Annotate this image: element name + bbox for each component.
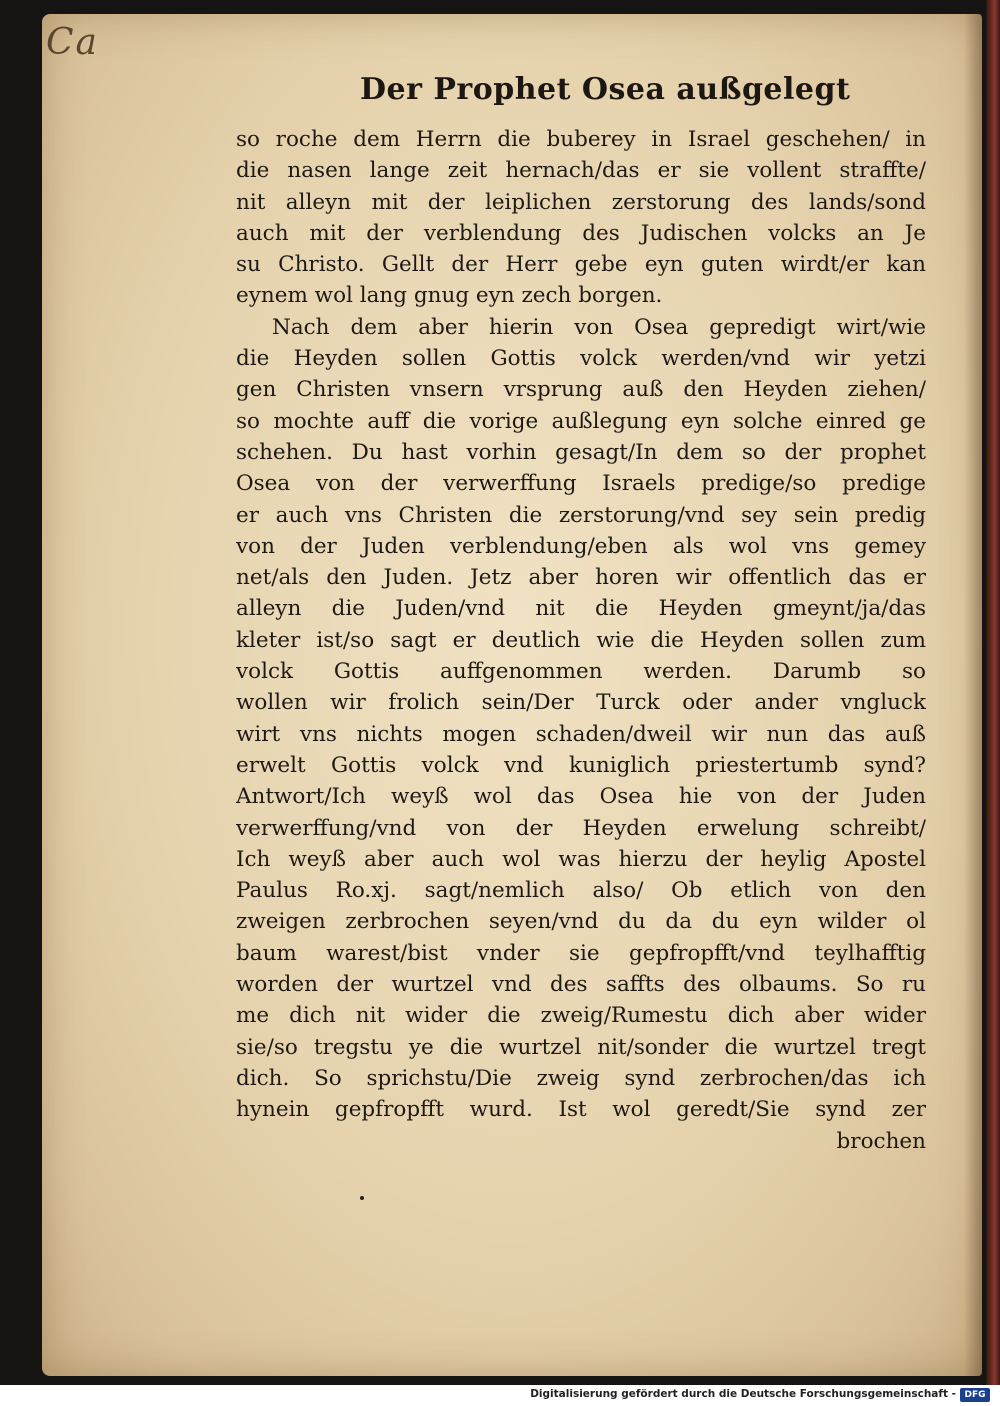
book-binding-edge bbox=[986, 0, 1000, 1385]
text-line: die nasen lange zeit hernach/das er sie vollent straffte/ bbox=[236, 158, 926, 184]
dfg-logo: DFG bbox=[960, 1388, 990, 1402]
text-line: brochen bbox=[836, 1128, 926, 1154]
text-line: zweigen zerbrochen seyen/vnd du da du eyn wilder ol bbox=[236, 909, 926, 935]
text-line: eynem wol lang gnug eyn zech borgen. bbox=[236, 283, 663, 309]
text-line: er auch vns Christen die zerstorung/vnd sey sein predig bbox=[236, 502, 926, 528]
text-line: worden der wurtzel vnd des saffts des olbaums. So ru bbox=[236, 972, 926, 998]
text-line: su Christo. Gellt der Herr gebe eyn guten wirdt/er kan bbox=[236, 252, 926, 278]
running-head: Der Prophet Osea außgelegt bbox=[360, 72, 851, 107]
text-line: kleter ist/so sagt er deutlich wie die Heyden sollen zum bbox=[236, 627, 926, 653]
body-text bbox=[236, 124, 926, 1157]
text-line: die Heyden sollen Gottis volck werden/vnd wir yetzi bbox=[236, 346, 926, 372]
text-line: gen Christen vnsern vrsprung auß den Heyden ziehen/ bbox=[236, 377, 926, 403]
text-line: auch mit der verblendung des Judischen volcks an Je bbox=[236, 220, 926, 246]
text-line: verwerffung/vnd von der Heyden erwelung schreibt/ bbox=[236, 815, 926, 841]
text-line: wirt vns nichts mogen schaden/dweil wir nun das auß bbox=[236, 721, 926, 747]
footer-bar bbox=[0, 1385, 1000, 1406]
text-line: Osea von der verwerffung Israels predige/so predige bbox=[236, 471, 926, 497]
text-line: net/als den Juden. Jetz aber horen wir offentlich das er bbox=[236, 565, 926, 591]
text-line: so mochte auff die vorige außlegung eyn solche einred ge bbox=[236, 408, 926, 434]
text-line: me dich nit wider die zweig/Rumestu dich aber wider bbox=[236, 1003, 926, 1029]
text-line: so roche dem Herrn die buberey in Israel geschehen/ in bbox=[236, 127, 926, 152]
text-line: Nach dem aber hierin von Osea gepredigt wirt/wie bbox=[272, 314, 926, 340]
ink-speck bbox=[360, 1196, 364, 1200]
text-line: erwelt Gottis volck vnd kuniglich priestertumb synd? bbox=[236, 752, 926, 778]
text-line: hynein gepfropfft wurd. Ist wol geredt/Sie synd zer bbox=[236, 1097, 926, 1123]
text-line: wollen wir frolich sein/Der Turck oder ander vngluck bbox=[236, 690, 926, 716]
text-line: baum warest/bist vnder sie gepfropfft/vnd teylhafftig bbox=[236, 940, 926, 966]
text-line: dich. So sprichstu/Die zweig synd zerbrochen/das ich bbox=[236, 1065, 926, 1091]
page-gutter-shadow bbox=[964, 14, 982, 1376]
text-line: Antwort/Ich weyß wol das Osea hie von der Juden bbox=[236, 784, 926, 810]
text-line: nit alleyn mit der leiplichen zerstorung des lands/sond bbox=[236, 189, 926, 215]
text-line: von der Juden verblendung/eben als wol vns gemey bbox=[236, 533, 926, 559]
text-line: sie/so tregstu ye die wurtzel nit/sonder die wurtzel tregt bbox=[236, 1034, 926, 1060]
text-line: Paulus Ro.xj. sagt/nemlich also/ Ob etlich von den bbox=[236, 878, 926, 904]
funding-notice: Digitalisierung gefördert durch die Deutsche Forschungsgemeinschaft - bbox=[530, 1388, 956, 1400]
text-line: alleyn die Juden/vnd nit die Heyden gmeynt/ja/das bbox=[236, 596, 926, 622]
text-line: schehen. Du hast vorhin gesagt/In dem so der prophet bbox=[236, 439, 926, 465]
text-line: volck Gottis auffgenommen werden. Darumb so bbox=[236, 659, 926, 685]
text-line: Ich weyß aber auch wol was hierzu der heylig Apostel bbox=[236, 846, 926, 872]
folio-mark: Ca bbox=[46, 22, 100, 63]
